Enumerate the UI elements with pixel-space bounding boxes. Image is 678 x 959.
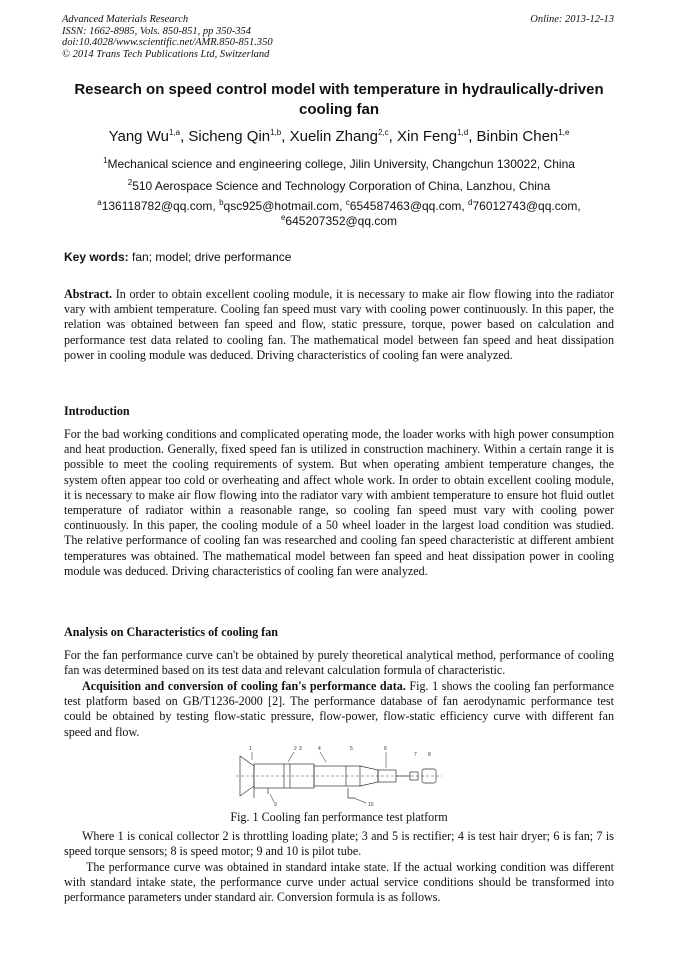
section-heading-introduction: Introduction (64, 404, 130, 418)
fig-label-7: 7 (414, 752, 417, 758)
figure-legend-paragraph: Where 1 is conical collector 2 is throttling loading plate; 3 and 5 is rectifier; 4 is test hair dryer; 6 is fan; 7 is speed torque sensors; 8 is speed motor; 9 and 10 is pilot tube. (64, 829, 614, 859)
leader-line (270, 794, 274, 802)
keywords-label: Key words: (64, 250, 129, 264)
email: 654587463@qq.com, (349, 199, 469, 213)
author-name: Xuelin Zhang (289, 128, 378, 145)
email-mark: d (468, 198, 473, 207)
affiliation-text: 510 Aerospace Science and Technology Corporation of China, Lanzhou, China (132, 179, 551, 193)
email-mark: c (345, 198, 350, 207)
author-affil-mark: 1,d (457, 128, 469, 137)
fig-label-10: 10 (368, 802, 374, 808)
online-date: Online: 2013-12-13 (530, 14, 614, 25)
author-affil-mark: 1,b (270, 128, 282, 137)
fig-label-1: 1 (249, 746, 252, 752)
abstract-label: Abstract. (64, 287, 113, 301)
fig-label-6: 6 (384, 746, 387, 752)
test-platform-diagram (228, 742, 448, 808)
fig-label-4: 4 (318, 746, 321, 752)
acquisition-label: Acquisition and conversion of cooling fan's performance data. (82, 679, 406, 693)
leader-line (354, 798, 366, 803)
author-name: Sicheng Qin (188, 128, 271, 145)
fig-label-8: 8 (428, 752, 431, 758)
affiliation-mark: 1 (103, 156, 108, 165)
email: 76012743@qq.com, (472, 199, 581, 213)
abstract-text: In order to obtain excellent cooling module, it is necessary to make air flow flowing into the radiator vary with ambient temperature. Cooling fan speed must vary with cooling power continuously. In this paper, the relation was obtained between fan speed and flow, static pressure, torque, power based on calculation and performance test data related to cooling fan. The mathematical model between fan speed and heat dissipation power in cooling module was deduced. Driving characteristics of cooling fan were analyzed. (64, 287, 614, 362)
author-name: Yang Wu (108, 128, 169, 145)
performance-curve-paragraph: The performance curve was obtained in standard intake state. If the actual working condition was different with standard intake state, the performance curve under actual service conditions should be transformed into performance parameters under standard air. Conversion formula is as follows. (64, 860, 614, 905)
author-name: Xin Feng (397, 128, 458, 145)
pilot-tube-10 (348, 788, 354, 798)
journal-name: Advanced Materials Research (62, 14, 189, 25)
author-affil-mark: 1,e (558, 128, 570, 137)
test-platform-figure (228, 742, 448, 808)
paper-title: Research on speed control model with temperature in hydraulically-driven cooling fan (74, 81, 604, 118)
email-mark: b (219, 198, 224, 207)
leader-line (320, 752, 326, 762)
email: qsc925@hotmail.com, (223, 199, 346, 213)
affiliation-2 (40, 179, 638, 193)
affiliation-mark: 2 (127, 178, 133, 187)
analysis-paragraph: For the fan performance curve can't be obtained by purely theoretical analytical method, performance of cooling fan was determined based on its test data and relevant calculation formula of characteristic. (64, 648, 614, 678)
abstract (64, 287, 614, 363)
fig-label-2: 2 (294, 746, 297, 752)
running-header (62, 14, 614, 60)
affiliation-1 (40, 157, 638, 171)
author-name: Binbin Chen (476, 128, 559, 145)
email: 136118782@qq.com, (101, 199, 220, 213)
affiliation-text: Mechanical science and engineering college, Jilin University, Changchun 130022, China (107, 157, 575, 171)
email-mark: a (97, 198, 102, 207)
fig-label-3: 3 (299, 746, 302, 752)
acquisition-paragraph (64, 679, 614, 740)
section-heading-analysis: Analysis on Characteristics of cooling fan (64, 625, 278, 639)
figure-caption: Fig. 1 Cooling fan performance test platform (230, 810, 448, 824)
author-affil-mark: 1,a (168, 128, 181, 137)
keywords-text: fan; model; drive performance (128, 250, 292, 264)
fig-label-5: 5 (350, 746, 353, 752)
issn-line: ISSN: 1662-8985, Vols. 850-851, pp 350-354 (62, 25, 251, 37)
acquisition-text: Fig. 1 shows the cooling fan performance test platform based on GB/T1236-2000 [2]. The performance database of fan aerodynamic performance test could be obtained by testing flow-static pressure, flow-power, flow-static efficiency curve with different fan speed and flow. (64, 679, 614, 739)
author-affil-mark: 2,c (378, 128, 389, 137)
email: 645207352@qq.com (285, 214, 398, 228)
email-list (62, 199, 616, 229)
fig-label-9: 9 (274, 802, 277, 808)
author-list: Yang Wu$^{1,a}$, Sicheng Qin$^{1,b}$, Xuelin Zhang$^{2,c}$, Xin Feng$^{1,d}$, Binbin Chen$^{1,e}$ (108, 128, 570, 145)
keywords (64, 249, 614, 265)
leader-line (288, 752, 294, 762)
doi-line: doi:10.4028/www.scientific.net/AMR.850-851.350 (62, 37, 273, 48)
email-mark: e (280, 213, 286, 222)
copyright-line: © 2014 Trans Tech Publications Ltd, Switzerland (62, 48, 270, 60)
introduction-paragraph: For the bad working conditions and complicated operating mode, the loader works with high power consumption and heat production. Generally, fixed speed fan is utilized in construction machinery. Within a certain range it is possible to meet the cooling requirements of system. But when operating ambient temperature changes, the system often appear too cold or overheating and affect whole work. In order to obtain excellent cooling module, it is necessary to make air flow flowing into the radiator vary with ambient temperature to ensure hot fluid outlet temperature of radiator within a reasonable range, so cooling fan speed must vary with cooling power continuously. In this paper, the cooling module of a 50 wheel loader in the largest load condition was studied. The relative performance of cooling fan was researched and cooling fan speed characteristic at different ambient temperatures was obtained. The mathematical model between fan speed and heat dissipation power in cooling module was deduced. Driving characteristics of cooling fan were analyzed. (64, 427, 614, 578)
